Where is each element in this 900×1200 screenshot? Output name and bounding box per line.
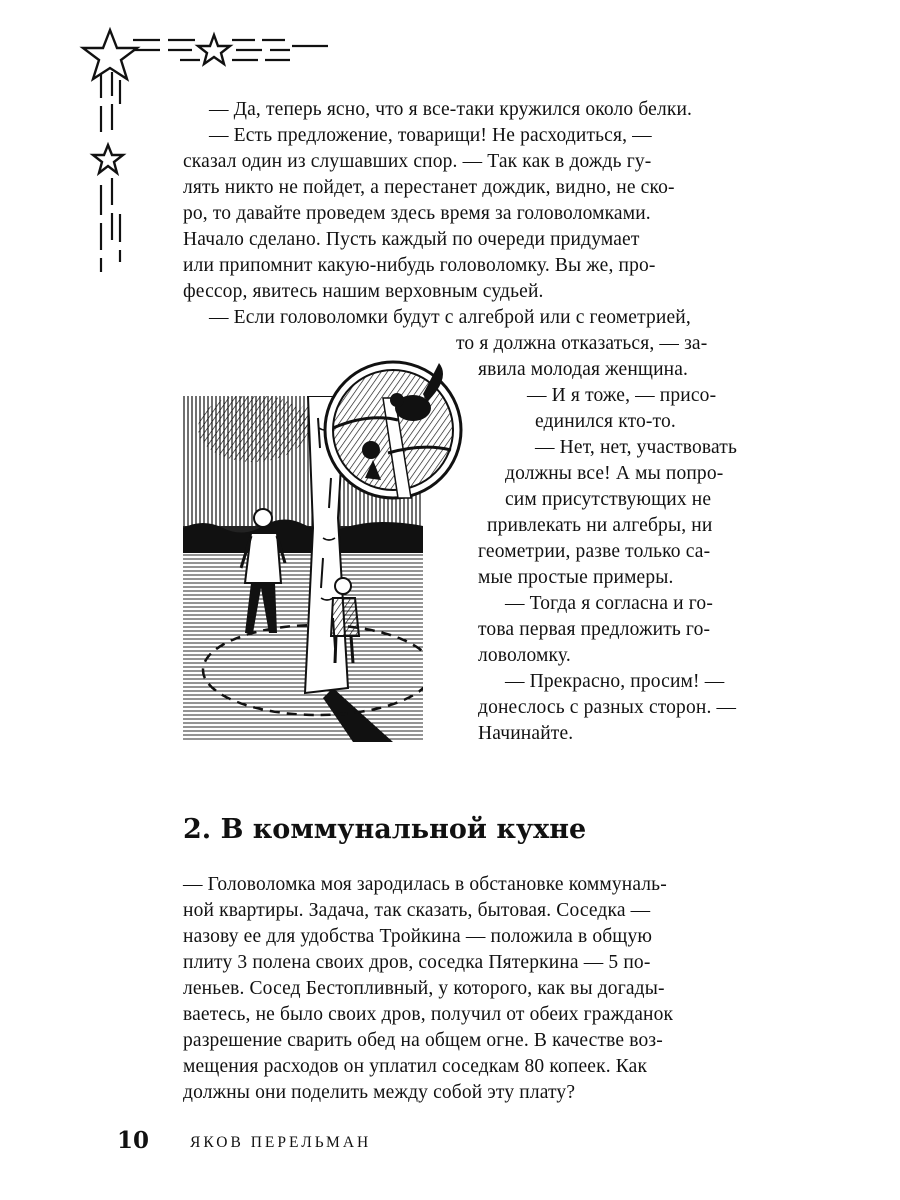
section-line-4: плиту 3 полена своих дров, соседка Пятеркина — 5 по-: [183, 952, 651, 973]
squirrel-tree-engraving-icon: [183, 358, 468, 744]
text-line-2: — Есть предложение, товарищи! Не расходиться, —: [209, 125, 652, 146]
section-heading: 2. В коммунальной кухне: [183, 814, 587, 845]
text-line-11: явила молодая женщина.: [478, 359, 689, 380]
text-line-9: — Если головоломки будут с алгеброй или с геометрией,: [209, 307, 691, 328]
text-line-5: ро, то давайте проведем здесь время за головоломками.: [183, 203, 651, 224]
text-line-15: должны все! А мы попро-: [505, 463, 724, 484]
running-author: ЯКОВ ПЕРЕЛЬМАН: [190, 1134, 372, 1151]
text-line-21: това первая предложить го-: [478, 619, 711, 640]
text-line-14: — Нет, нет, участвовать: [535, 437, 737, 458]
text-line-4: лять никто не пойдет, а перестанет дождик, видно, не ско-: [183, 177, 675, 198]
text-line-22: ловоломку.: [478, 645, 571, 666]
text-line-12: — И я тоже, — присо-: [527, 385, 717, 406]
section-line-8: мещения расходов он уплатил соседкам 80 копеек. Как: [183, 1056, 648, 1077]
section-line-9: должны они поделить между собой эту плату?: [183, 1082, 576, 1103]
text-line-24: донеслось с разных сторон. —: [478, 697, 737, 718]
text-line-6: Начало сделано. Пусть каждый по очереди придумает: [183, 229, 640, 250]
text-line-18: геометрии, разве только са-: [478, 541, 711, 562]
text-line-1: — Да, теперь ясно, что я все-таки кружился около белки.: [209, 99, 693, 120]
section-line-1: — Головоломка моя зародилась в обстановке коммуналь-: [183, 874, 667, 895]
text-line-7: или припомнит какую-нибудь головоломку. Вы же, про-: [183, 255, 656, 276]
text-line-25: Начинайте.: [478, 723, 574, 744]
text-line-16: сим присутствующих не: [505, 489, 712, 510]
text-line-20: — Тогда я согласна и го-: [505, 593, 713, 614]
text-line-3: сказал один из слушавших спор. — Так как в дождь гу-: [183, 151, 652, 172]
section-line-3: назову ее для удобства Тройкина — положила в общую: [183, 926, 653, 947]
page-number: 10: [117, 1127, 150, 1154]
text-line-19: мые простые примеры.: [478, 567, 674, 588]
text-line-23: — Прекрасно, просим! —: [505, 671, 725, 692]
section-line-2: ной квартиры. Задача, так сказать, бытовая. Соседка —: [183, 900, 651, 921]
section-line-7: разрешение сварить обед на общем огне. В качестве воз-: [183, 1030, 663, 1051]
text-line-13: единился кто-то.: [535, 411, 676, 432]
text-line-17: привлекать ни алгебры, ни: [487, 515, 713, 536]
section-line-5: леньев. Сосед Бестопливный, у которого, как вы догады-: [183, 978, 665, 999]
text-line-8: фессор, явитесь нашим верховным судьей.: [183, 281, 544, 302]
section-line-6: ваетесь, не было своих дров, получил от обеих гражданок: [183, 1004, 674, 1025]
text-line-10: то я должна отказаться, — за-: [456, 333, 708, 354]
